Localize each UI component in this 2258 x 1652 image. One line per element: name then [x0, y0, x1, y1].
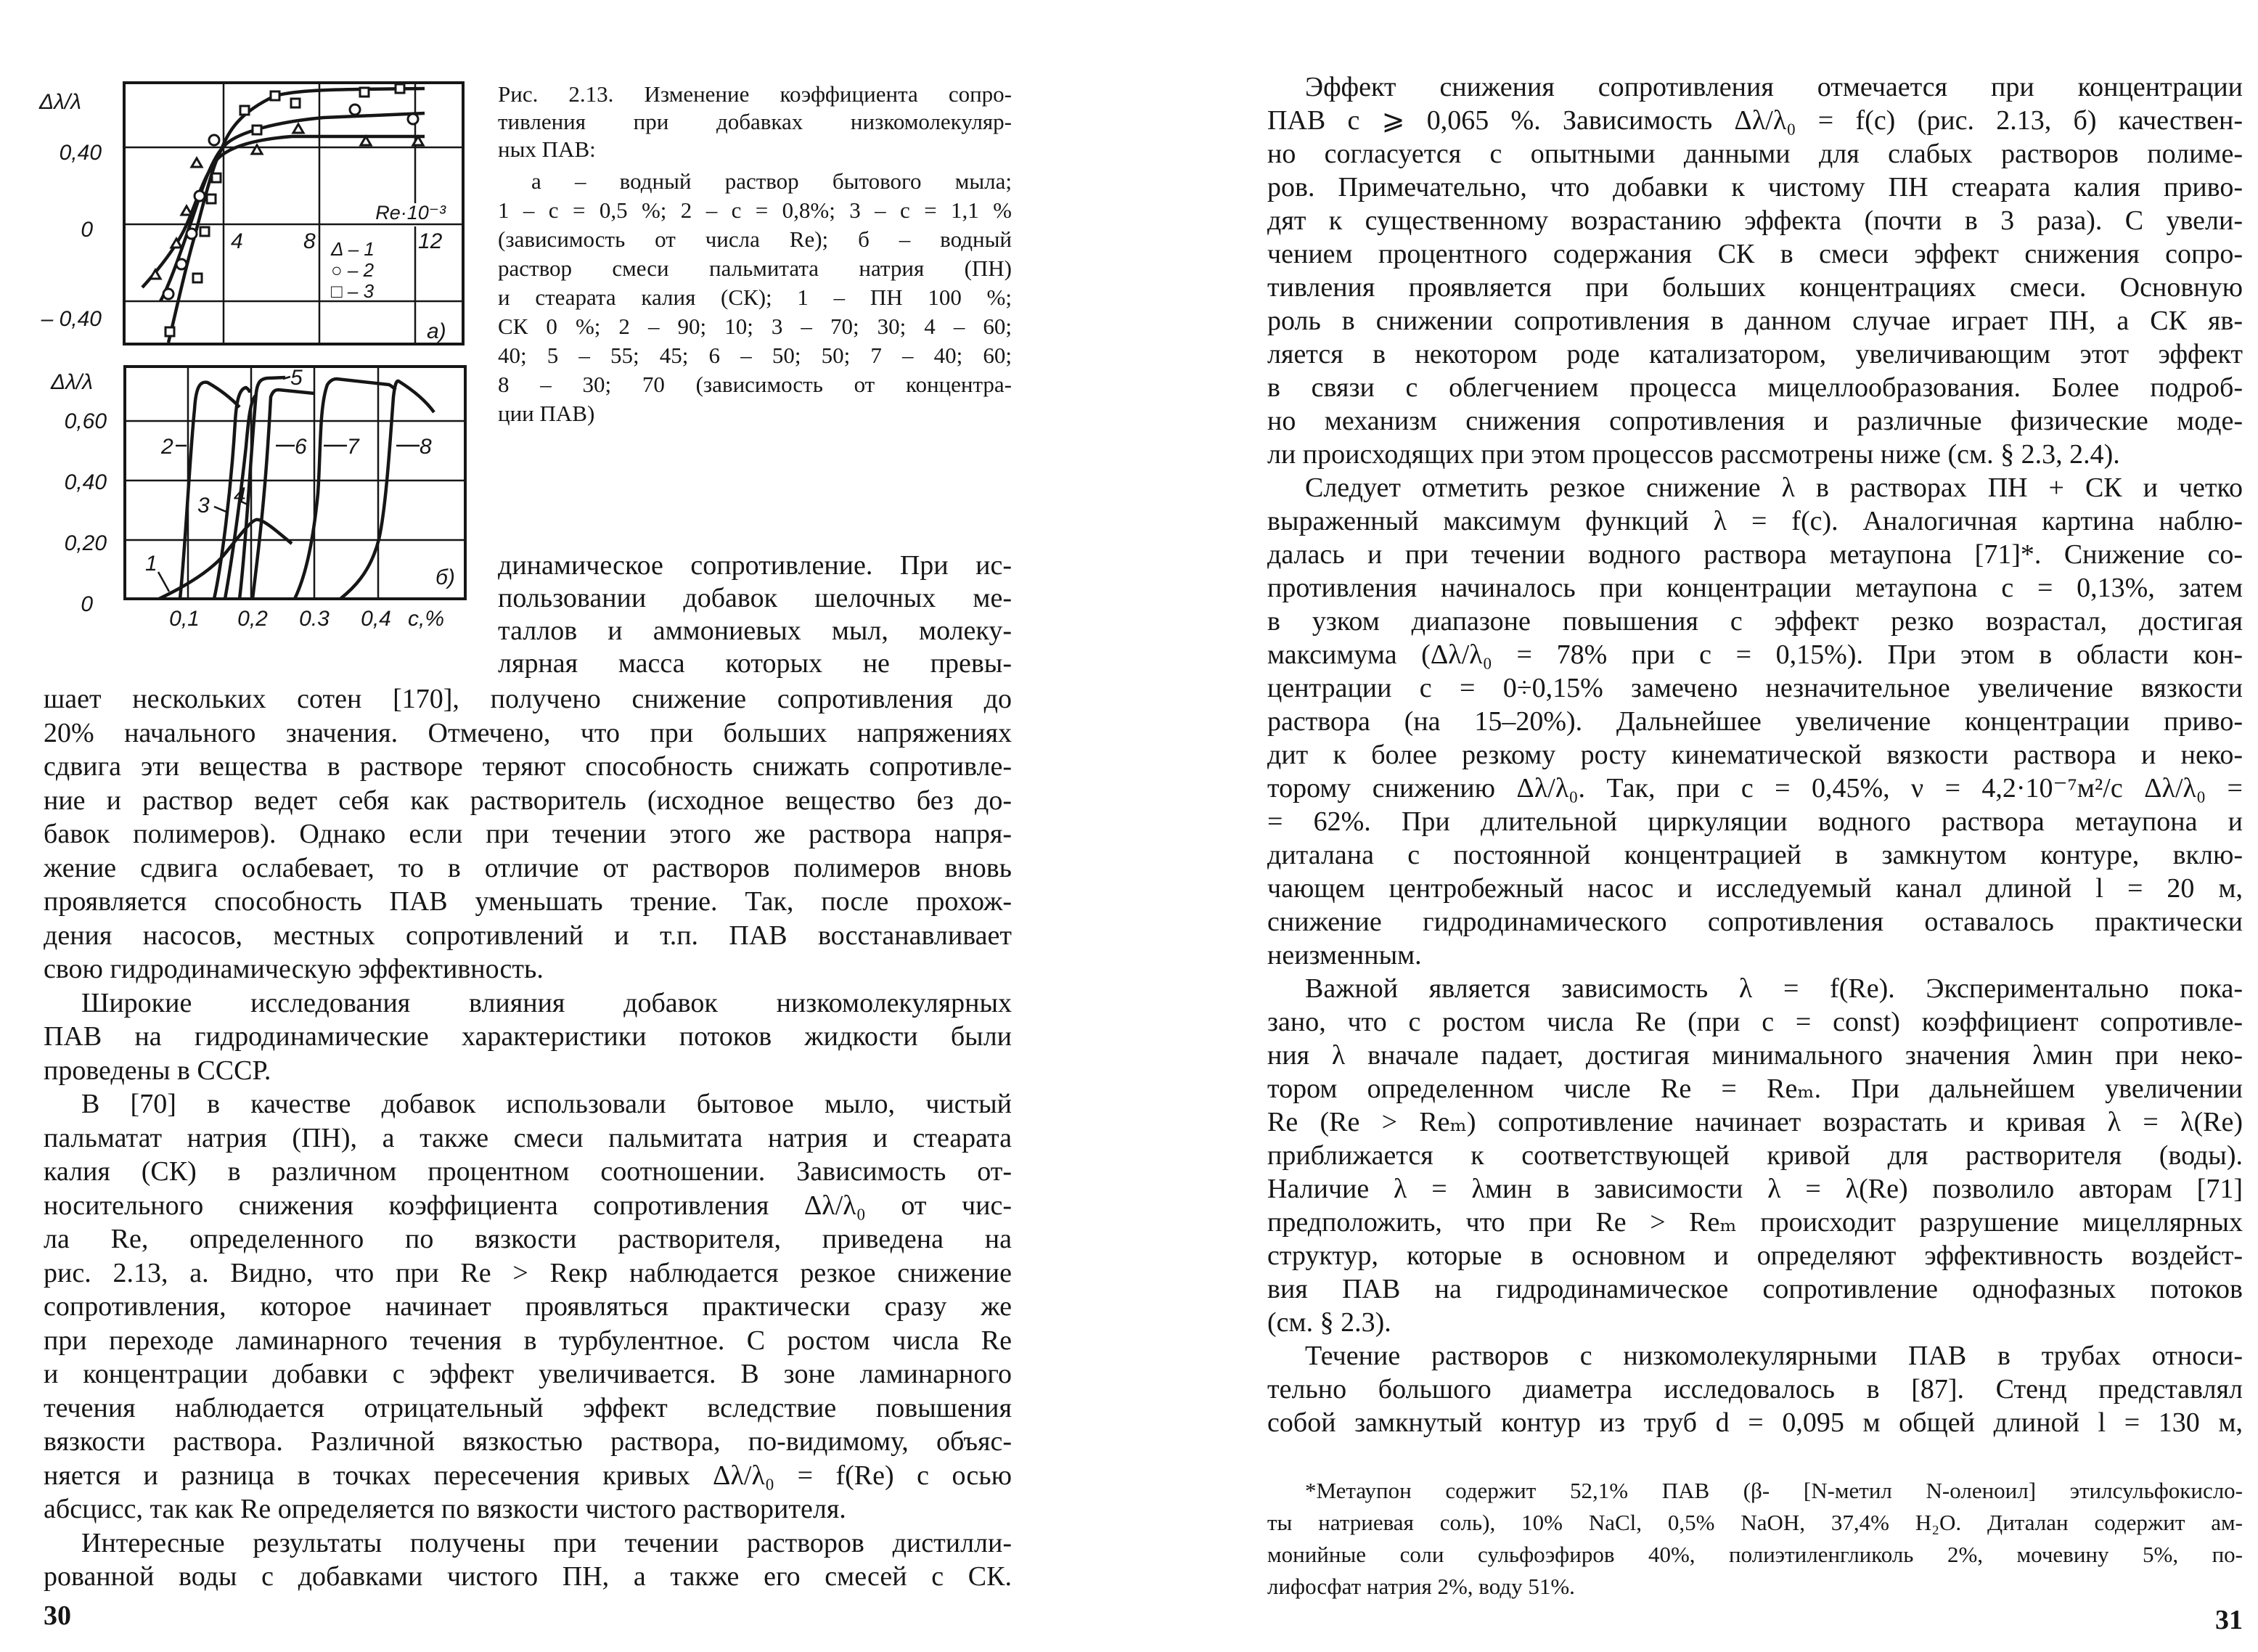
- curve-label-5: 5: [290, 366, 303, 390]
- text-line: вязкости раствора. Различной вязкостью раствора, по-видимому, объяс-: [44, 1426, 1012, 1457]
- panel-a-y-tick: – 0,40: [41, 307, 102, 331]
- text-line: диталана с постоянной концентрацией в замкнутом контуре, вклю-: [1267, 840, 2243, 870]
- text-line: 20% начального значения. Отмечено, что при больших напряжениях: [44, 717, 1012, 748]
- text-line: жение сдвига ослабевает, то в отличие от растворов полимеров вновь: [44, 852, 1012, 883]
- caption-line: а – водный раствор бытового мыла;: [531, 168, 1012, 194]
- curve-label-1: 1: [145, 552, 158, 576]
- curve-b-7: [295, 379, 396, 599]
- panel-b-y-tick: 0: [81, 592, 93, 616]
- curve-b-8: [340, 381, 434, 599]
- panel-a-y-tick: 0,40: [59, 141, 102, 165]
- text-line: сопротивления, которое начинает проявляться практически сразу же: [44, 1291, 1012, 1322]
- text-line: Наличие λ = λмин в зависимости λ = λ(Re) позволило авторам [71]: [1267, 1174, 2243, 1204]
- panel-b-x-tick: 0.3: [299, 607, 330, 631]
- text-line: рис. 2.13, а. Видно, что при Re > Reкр наблюдается резкое снижение: [44, 1257, 1012, 1288]
- text-line: абсцисс, так как Re определяется по вязкости чистого растворителя.: [44, 1494, 846, 1524]
- text-line: Следует отметить резкое снижение λ в растворах ПН + СК и четко: [1305, 473, 2243, 503]
- footnote-line: *Метаупон содержит 52,1% ПАВ (β- [N-метил N-оленоил] этилсульфокисло-: [1305, 1478, 2243, 1503]
- text-line: зано, что с ростом числа Re (при c = const) коэффициент сопротивле-: [1267, 1007, 2243, 1037]
- text-line: ров. Примечательно, что добавки к чистому ПН стеарата калия приво-: [1267, 172, 2243, 203]
- panel-a-label: а): [427, 319, 446, 343]
- footnote-line: лифосфат натрия 2%, воду 51%.: [1267, 1574, 1575, 1599]
- legend-entry-2: ○ – 2: [331, 259, 375, 281]
- text-line: снижение гидродинамического сопротивления оставалось практически: [1267, 907, 2243, 937]
- text-line: раствора (на 15–20%). Дальнейшее увеличение концентрации приво-: [1267, 706, 2243, 737]
- footnote: [1267, 1475, 2243, 1603]
- panel-a-x-axis-label: Re·10⁻³: [375, 202, 446, 224]
- curve-label-7: 7: [347, 435, 359, 459]
- text-line: тором определенном числе Re = Reₘ. При дальнейшем увеличении: [1267, 1074, 2243, 1104]
- text-line: структур, которые в основном и определяют эффективность воздейст-: [1267, 1240, 2243, 1271]
- curve-label-2: 2: [161, 435, 173, 459]
- text-line: максимума (Δλ/λ₀ = 78% при c = 0,15%). При этом в области кон-: [1267, 639, 2243, 670]
- text-line: чающем центробежный насос и исследуемый канал длиной l = 20 м,: [1267, 873, 2243, 904]
- text-line: течения наблюдается отрицательный эффект вследствие повышения: [44, 1392, 1012, 1423]
- text-line: центрации c = 0÷0,15% замечено незначительное увеличение вязкости: [1267, 673, 2243, 703]
- caption-line: 1 – с = 0,5 %; 2 – с = 0,8%; 3 – с = 1,1 %: [498, 197, 1012, 223]
- text-line: тельно большого диаметра исследовалось в [87]. Стенд представлял: [1267, 1374, 2243, 1404]
- panel-a-y-tick: 0: [81, 218, 93, 242]
- figure-2-13: [0, 0, 479, 639]
- text-line: Интересные результаты получены при течении растворов дистилли-: [81, 1527, 1012, 1558]
- text-line: = 62%. При длительной циркуляции водного раствора метаупона и: [1267, 806, 2243, 837]
- text-line: противления начиналось при концентрации метаупона c = 0,13%, затем: [1267, 573, 2243, 603]
- footnote-line: монийные соли сульфоэфиров 40%, полиэтиленгликоль 2%, мочевину 5%, по-: [1267, 1542, 2243, 1567]
- text-line: приближается к соответствующей кривой для растворителя (воды).: [1267, 1140, 2243, 1171]
- text-line: собой замкнутый контур из труб d = 0,095 м общей длиной l = 130 м,: [1267, 1407, 2243, 1438]
- text-line: при переходе ламинарного течения в турбулентное. С ростом числа Re: [44, 1325, 1012, 1356]
- text-line: Re (Re > Reₘ) сопротивление начинает возрастать и кривая λ = λ(Re): [1267, 1107, 2243, 1137]
- curve-b-5: [240, 377, 285, 599]
- text-line: проявляется способность ПАВ уменьшать трение. Так, после прохож-: [44, 886, 1012, 917]
- caption-line: 8 – 30; 70 (зависимость от концентра-: [498, 372, 1012, 397]
- panel-a-labels: [38, 90, 446, 343]
- text-line: ния λ вначале падает, достигая минимального значения λмин при неко-: [1267, 1040, 2243, 1071]
- panel-b-label: б): [435, 565, 455, 589]
- text-line: рованной воды с добавками чистого ПН, а также его смесей с СК.: [44, 1561, 1012, 1592]
- text-line: Течение растворов с низкомолекулярными ПАВ в трубах относи-: [1305, 1341, 2243, 1371]
- curve-label-3: 3: [197, 494, 210, 518]
- panel-b: [125, 367, 465, 599]
- curve-label-6: 6: [295, 435, 307, 459]
- panel-b-y-tick: 0,20: [64, 531, 107, 555]
- text-line: В [70] в качестве добавок использовали бытовое мыло, чистый: [81, 1089, 1012, 1119]
- text-line: пользовании добавок шелочных ме-: [498, 583, 1012, 613]
- text-line: дят к существенному возрастанию эффекта (почти в 3 раза). С увели-: [1267, 205, 2243, 236]
- panel-a-y-label: Δλ/λ: [39, 90, 81, 114]
- footnote-line: ты натриевая соль), 10% NaCl, 0,5% NaOH, 37,4% H₂O. Диталан содержит ам-: [1267, 1510, 2243, 1535]
- text-line: свою гидродинамическую эффективность.: [44, 954, 544, 984]
- text-line: предположить, что при Re > Reₘ происходит разрушение мицеллярных: [1267, 1207, 2243, 1238]
- text-line: в узком диапазоне повышения c эффект резко возрастал, достигая: [1267, 606, 2243, 637]
- caption-line: и стеарата калия (СК); 1 – ПН 100 %;: [498, 285, 1012, 310]
- panel-b-x-tick: 0,4: [361, 607, 391, 631]
- text-line: няется и разница в точках пересечения кривых Δλ/λ₀ = f(Re) с осью: [44, 1460, 1012, 1491]
- text-line: Важной является зависимость λ = f(Re). Экспериментально пока-: [1305, 973, 2243, 1004]
- panel-b-grid: [125, 367, 465, 599]
- panel-b-x-tick: 0,1: [169, 607, 200, 631]
- panel-b-y-tick: 0,60: [64, 409, 107, 433]
- caption-line: ных ПАВ:: [498, 136, 596, 162]
- page-number-left: 30: [44, 1600, 71, 1631]
- caption-line: раствор смеси пальмитата натрия (ПН): [498, 255, 1012, 281]
- text-line: бавок полимеров). Однако если при течении этого же раствора напря-: [44, 819, 1012, 849]
- text-line: шает нескольких сотен [170], получено снижение сопротивления до: [44, 684, 1012, 714]
- caption-line: тивления при добавках низкомолекуляр-: [498, 109, 1012, 134]
- legend-entry-1: Δ – 1: [331, 238, 375, 260]
- text-line: ПАВ на гидродинамические характеристики потоков жидкости были: [44, 1021, 1012, 1052]
- figure-caption: [498, 0, 1012, 436]
- text-line: носительного снижения коэффициента сопротивления Δλ/λ₀ от чис-: [44, 1190, 1012, 1221]
- text-line: и концентрации добавки с эффект увеличивается. В зоне ламинарного: [44, 1359, 1012, 1389]
- text-line: тивления проявляется при больших концентрациях смеси. Основную: [1267, 272, 2243, 303]
- page-number-right: 31: [2215, 1605, 2243, 1635]
- panel-b-y-label: Δλ/λ: [51, 370, 93, 394]
- panel-b-y-tick: 0,40: [64, 470, 107, 494]
- text-line: лярная масса которых не превы-: [498, 648, 1012, 679]
- caption-line: (зависимость от числа Re); б – водный: [498, 226, 1012, 252]
- text-line: калия (СК) в различном процентном соотношении. Зависимость от-: [44, 1156, 1012, 1187]
- text-line: Эффект снижения сопротивления отмечается при концентрации: [1305, 72, 2243, 102]
- text-line: ние и раствор ведет себя как растворитель (исходное вещество без до-: [44, 785, 1012, 816]
- text-line: динамическое сопротивление. При ис-: [498, 550, 1012, 581]
- panel-a-x-tick: 8: [303, 229, 316, 253]
- text-line: дения насосов, местных сопротивлений и т.п. ПАВ восстанавливает: [44, 920, 1012, 951]
- text-line: сдвига эти вещества в растворе теряют способность снижать сопротивле-: [44, 751, 1012, 782]
- text-line: ли происходящих при этом процессов рассмотрены ниже (см. § 2.3, 2.4).: [1267, 439, 2120, 470]
- text-line: в связи с облегчением процесса мицеллообразования. Более подроб-: [1267, 372, 2243, 403]
- panel-b-frame: [125, 367, 465, 599]
- left-page-body: [44, 682, 1012, 1594]
- text-line: но механизм снижения сопротивления и различные физические моде-: [1267, 406, 2243, 436]
- right-page-body: [1267, 70, 2243, 1439]
- text-line: пальматат натрия (ПН), а также смеси пальмитата натрия и стеарата: [44, 1122, 1012, 1153]
- panel-a-x-tick: 4: [231, 229, 243, 253]
- legend-entry-3: □ – 3: [331, 280, 375, 302]
- text-line: неизменным.: [1267, 940, 1422, 970]
- caption-line: СК 0 %; 2 – 90; 10; 3 – 70; 30; 4 – 60;: [498, 314, 1012, 339]
- text-line: но согласуется с опытными данными для слабых растворов полиме-: [1267, 139, 2243, 169]
- text-line: торому снижению Δλ/λ₀. Так, при c = 0,45%, ν = 4,2·10⁻⁷м²/с Δλ/λ₀ =: [1267, 773, 2243, 803]
- text-line: выраженный максимум функций λ = f(c). Аналогичная картина наблю-: [1267, 506, 2243, 536]
- curve-label-4: 4: [234, 483, 246, 507]
- caption-line: ции ПАВ): [498, 401, 595, 426]
- text-line: проведены в СССР.: [44, 1055, 271, 1086]
- panel-b-x-axis-label: c,%: [408, 607, 445, 631]
- text-line: таллов и аммониевых мыл, молеку-: [498, 616, 1012, 646]
- curve-leader-lines: [158, 377, 420, 592]
- text-line: Широкие исследования влияния добавок низкомолекулярных: [81, 987, 1012, 1018]
- text-line: ляется в некотором роде катализатором, увеличивающим этот эффект: [1267, 339, 2243, 369]
- panel-b-x-tick: 0,2: [237, 607, 268, 631]
- text-line: ПАВ c ⩾ 0,065 %. Зависимость Δλ/λ₀ = f(c) (рис. 2.13, б) качествен-: [1267, 105, 2243, 136]
- text-line: чением процентного содержания СК в смеси эффект снижения сопро-: [1267, 239, 2243, 269]
- text-line: далась и при течении водного раствора метаупона [71]*. Снижение со-: [1267, 539, 2243, 570]
- caption-line: Рис. 2.13. Изменение коэффициента сопро-: [498, 81, 1012, 107]
- curve-label-8: 8: [420, 435, 432, 459]
- text-line: вия ПАВ на гидродинамическое сопротивление однофазных потоков: [1267, 1274, 2243, 1304]
- text-line: дит к более резкому росту кинематической вязкости раствора и неко-: [1267, 740, 2243, 770]
- text-line: (см. § 2.3).: [1267, 1307, 1391, 1338]
- left-page-text-beside-figure: [498, 549, 1012, 680]
- caption-line: 40; 5 – 55; 45; 6 – 50; 50; 7 – 40; 60;: [498, 343, 1012, 368]
- text-line: ла Re, определенного по вязкости растворителя, приведена на: [44, 1224, 1012, 1254]
- panel-a-x-tick: 12: [418, 229, 443, 253]
- text-line: роль в снижении сопротивления в данном случае играет ПН, а СК яв-: [1267, 306, 2243, 336]
